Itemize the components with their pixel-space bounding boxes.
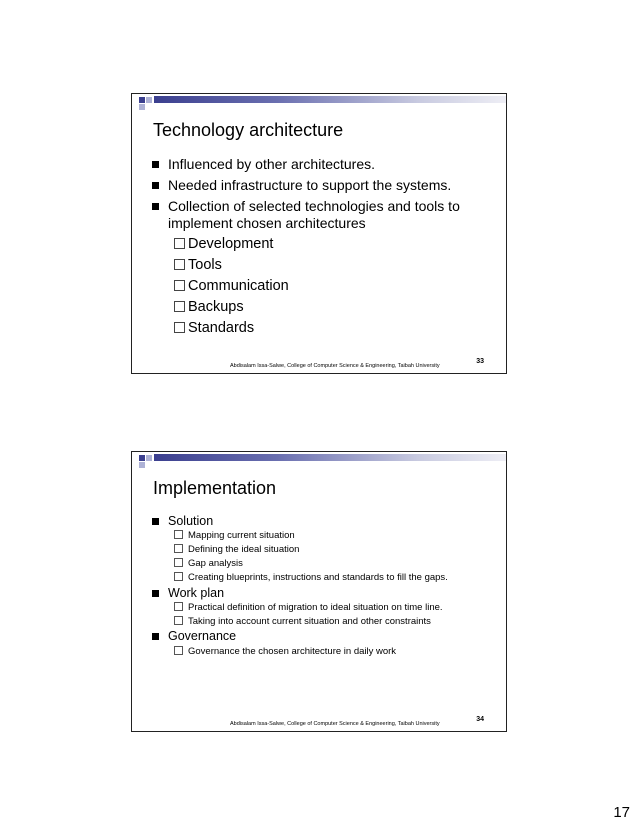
checkbox-icon [174,280,185,291]
slide-number: 34 [476,716,484,723]
checkbox-icon [174,544,183,553]
checkbox-icon [174,558,183,567]
decor-square [139,455,145,461]
decor-square [146,97,152,103]
sub-bullet: Standards [174,320,254,336]
decor-square [146,455,152,461]
slide-technology-architecture: Technology architecture Influenced by other architectures. Needed infrastructure to support the systems. Collection of selected technologies and tools to implement chosen architectures Development Tools Communication Backups Standards Abdisalam Issa-Salwe, College of Computer Science & Engineering, Taibah University 33 [131,93,507,374]
decor-square [139,462,145,468]
checkbox-icon [174,530,183,539]
sub-bullet: Mapping current situation [174,530,295,541]
bullet-continuation: implement chosen architectures [168,215,366,231]
checkbox-icon [174,646,183,655]
slide-footer: Abdisalam Issa-Salwe, College of Computer Science & Engineering, Taibah University [230,363,440,369]
sub-bullet: Backups [174,299,244,315]
title-bar-decoration [154,96,506,103]
decor-square [139,97,145,103]
checkbox-icon [174,238,185,249]
slide-number: 33 [476,358,484,365]
sub-bullet: Development [174,236,273,252]
checkbox-icon [174,301,185,312]
sub-bullet: Taking into account current situation and other constraints [174,616,431,627]
slide-title: Implementation [153,478,277,498]
slide-title: Technology architecture [153,120,344,140]
checkbox-icon [174,259,185,270]
sub-bullet: Communication [174,278,289,294]
sub-bullet: Governance the chosen architecture in daily work [174,646,396,657]
sub-bullet: Gap analysis [174,558,243,569]
sub-bullet: Tools [174,257,222,273]
checkbox-icon [174,572,183,581]
title-bar-decoration [154,454,506,461]
slide-footer: Abdisalam Issa-Salwe, College of Computer Science & Engineering, Taibah University [230,721,440,727]
slide-implementation: Implementation Solution Mapping current situation Defining the ideal situation Gap analysis Creating blueprints, instructions and standards to fill the gaps. Work plan Practical definition of migration to ideal situation on time line. Taking into account current situation and other constraints Governance Governance the chosen architecture in daily work Abdisalam Issa-Salwe, College of Computer Science & Engineering, Taibah University 34 [131,451,507,732]
page-number: 17 [613,804,630,821]
checkbox-icon [174,322,185,333]
sub-bullet: Practical definition of migration to ideal situation on time line. [174,602,443,613]
sub-bullet: Defining the ideal situation [174,544,299,555]
sub-bullet: Creating blueprints, instructions and standards to fill the gaps. [174,572,448,583]
checkbox-icon [174,602,183,611]
checkbox-icon [174,616,183,625]
decor-square [139,104,145,110]
